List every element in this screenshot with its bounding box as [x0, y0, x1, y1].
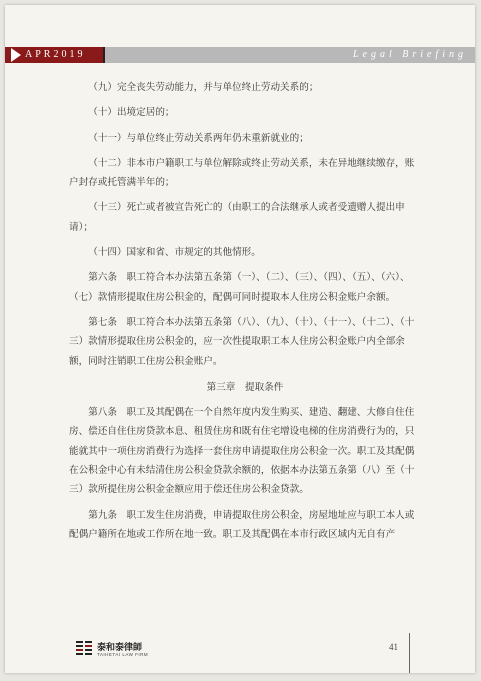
- paragraph: 第八条 职工及其配偶在一个自然年度内发生购买、建造、翻建、大修自住住房、偿还自住住房贷款本息、租赁住房和既有住宅增设电梯的住房消费行为的，只能就其中一项住房消费行为选择一套住房申请提取住房公积金一次。职工及其配偶在公积金中心有未结清住房公积金贷款余额的，依据本办法第五条第（八）至（十三）款所提住房公积金金额应用于偿还住房公积金贷款。: [69, 407, 415, 496]
- paragraph: （九）完全丧失劳动能力，并与单位终止劳动关系的；: [88, 82, 319, 93]
- paragraph: （十）出境定居的；: [88, 107, 175, 119]
- header-issue-block: [5, 47, 103, 63]
- paragraph: 第九条 职工发生住房消费，申请提取住房公积金，房屋地址应与职工本人或配偶户籍所在地或工作所在地一致。职工及其配偶在本市行政区域内无自有产: [69, 509, 415, 540]
- firm-name-en: TAIHETAI LAW FIRM: [97, 652, 149, 657]
- document-page: [5, 5, 475, 673]
- firm-logo-icon: [75, 640, 93, 658]
- firm-name: 泰和泰律師: [97, 643, 143, 653]
- triangle-marker-icon: [11, 48, 21, 62]
- chapter-heading: 第三章 提取条件: [206, 381, 284, 393]
- page-header: [5, 47, 475, 63]
- firm-logo: [75, 638, 195, 662]
- page-number: 41: [389, 642, 398, 652]
- header-section-block: [105, 47, 475, 63]
- paragraph: 第六条 职工符合本办法第五条第（一）、（二）、（三）、（四）、（五）、（六）、（七）款情形提取住房公积金的，配偶可同时提取本人住房公积金账户余额。: [69, 272, 410, 303]
- footer-rule: [409, 633, 410, 673]
- section-title: Legal Briefing: [352, 49, 467, 60]
- paragraph: （十一）与单位终止劳动关系两年仍未重新就业的；: [88, 132, 309, 144]
- issue-date: APR2019: [25, 49, 86, 60]
- paragraph: 第七条 职工符合本办法第五条第（八）、（九）、（十）、（十一）、（十二）、（十三）款情形提取住房公积金的，应一次性提取职工本人住房公积金账户内全部余额，同时注销职工住房公积金账户。: [69, 316, 415, 367]
- paragraph: （十二）非本市户籍职工与单位解除或终止劳动关系，未在异地继续缴存，账户封存或托管满半年的；: [69, 157, 415, 189]
- article-body: [69, 78, 421, 544]
- paragraph: （十三）死亡或者被宣告死亡的（由职工的合法继承人或者受遗赠人提出申请）；: [69, 202, 405, 233]
- paragraph: （十四）国家和省、市规定的其他情形。: [88, 247, 261, 259]
